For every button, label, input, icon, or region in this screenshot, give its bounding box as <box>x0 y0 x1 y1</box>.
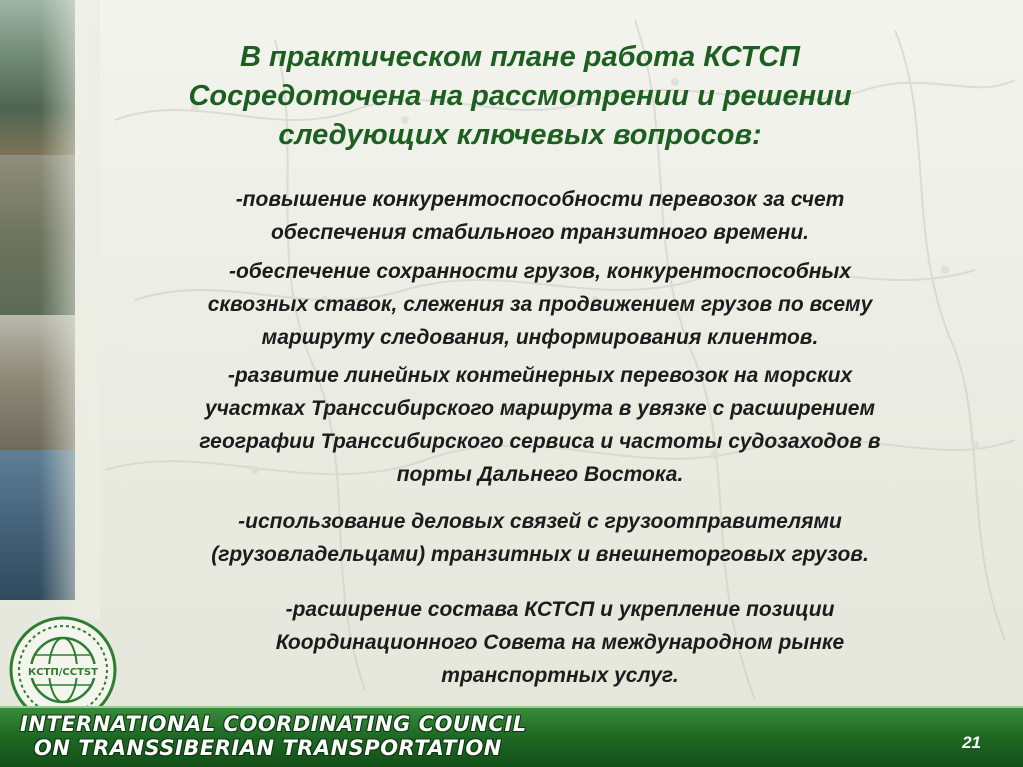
item-line: транспортных услуг. <box>441 664 679 687</box>
item-line: участках Транссибирского маршрута в увязке с расширением <box>204 397 876 420</box>
logo-text: КСТП/CCTST <box>28 667 98 678</box>
list-item <box>170 593 950 692</box>
item-line: -использование деловых связей с грузоотправителями <box>238 510 842 533</box>
list-item <box>90 359 990 491</box>
footer-org-name: ON TRANSSIBERIAN TRANSPORTATION <box>34 736 502 760</box>
list-item <box>90 255 990 354</box>
footer-org-name: INTERNATIONAL COORDINATING COUNCIL <box>20 712 527 736</box>
item-line: маршруту следования, информирования клиентов. <box>261 326 819 349</box>
list-item <box>90 505 990 571</box>
item-line: географии Транссибирского сервиса и частоты судозаходов в <box>199 430 881 453</box>
item-line: Координационного Совета на международном рынке <box>275 631 845 654</box>
item-line: -развитие линейных контейнерных перевозок на морских <box>227 364 853 387</box>
item-line: -обеспечение сохранности грузов, конкурентоспособных <box>228 260 852 283</box>
item-line: сквозных ставок, слежения за продвижением грузов по всему <box>207 293 873 316</box>
title-line: следующих ключевых вопросов: <box>278 119 762 151</box>
item-line: (грузовладельцами) транзитных и внешнеторговых грузов. <box>211 543 869 566</box>
item-line: -расширение состава КСТСП и укрепление позиции <box>285 598 835 621</box>
title-line: В практическом плане работа КСТСП <box>239 41 801 73</box>
item-line: -повышение конкурентоспособности перевозок за счет <box>235 188 845 211</box>
slide-title <box>120 38 920 155</box>
list-item <box>120 183 960 249</box>
title-line: Сосредоточена на рассмотрении и решении <box>188 80 852 112</box>
page-number: 21 <box>962 733 981 752</box>
item-line: порты Дальнего Востока. <box>396 463 684 486</box>
item-line: обеспечения стабильного транзитного времени. <box>270 221 809 244</box>
